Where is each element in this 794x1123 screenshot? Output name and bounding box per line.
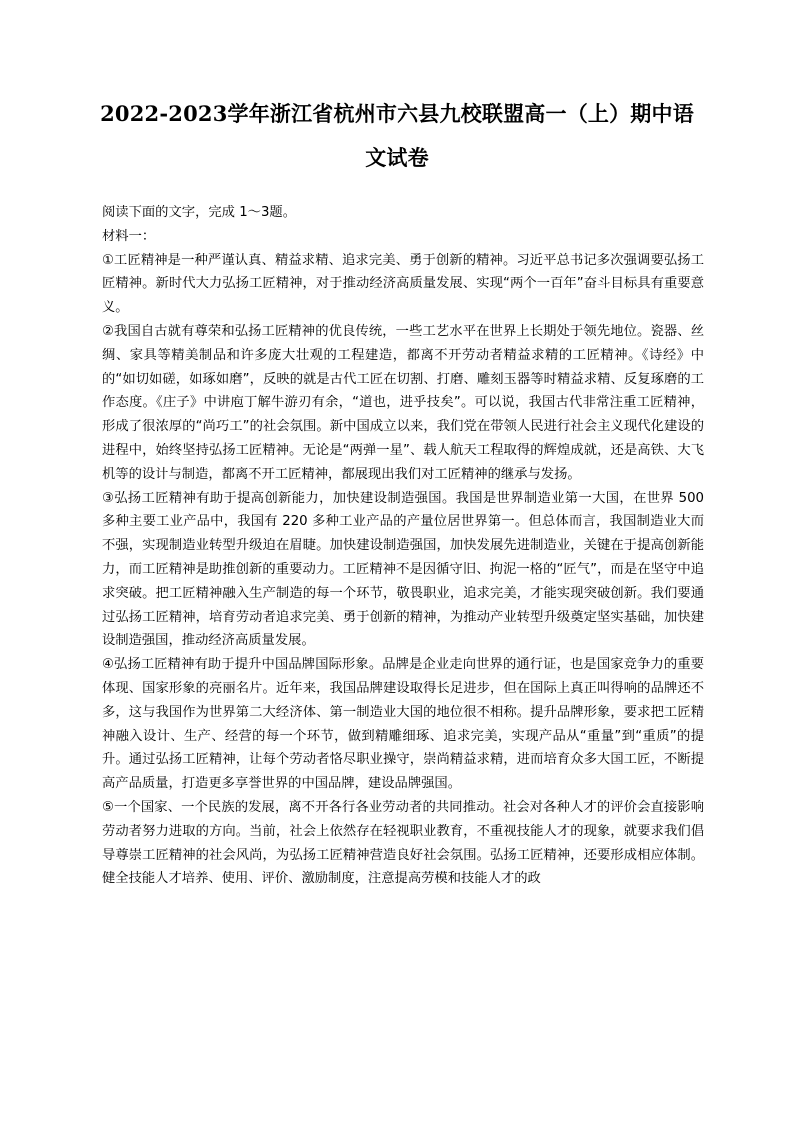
instruction-text: 阅读下面的文字，完成 1～3题。 xyxy=(102,205,297,220)
material-label: 材料一： xyxy=(102,228,156,244)
page-title: 2022-2023学年浙江省杭州市六县九校联盟高一（上）期中语文试卷 xyxy=(100,101,694,170)
paragraph-4: ④弘扬工匠精神有助于提升中国品牌国际形象。品牌是企业走向世界的通行证，也是国家竞争力的重要体现、国家形象的亮丽名片。近年来，我国品牌建设取得长足进步，但在国际上真正叫得响的品牌还不多，这与我国作为世界第二大经济体、第一制造业大国的地位很不相称。提升品牌形象，要求把工匠精神融入设计、生产、经营的每一个环节，做到精雕细琢、追求完美，实现产品从“重量”到“重质”的提升。通过弘扬工匠精神，让每个劳动者恪尽职业操守，崇尚精益求精，进而培育众多大国工匠，不断提高产品质量，打造更多享誉世界的中国品牌，建设品牌强国。 xyxy=(102,657,704,792)
document-body xyxy=(102,201,704,891)
paragraph-1: ①工匠精神是一种严谨认真、精益求精、追求完美、勇于创新的精神。习近平总书记多次强调要弘扬工匠精神。新时代大力弘扬工匠精神，对于推动经济高质量发展、实现“两个一百年”奋斗目标具有重要意义。 xyxy=(102,252,704,316)
paragraph-5: ⑤一个国家、一个民族的发展，离不开各行各业劳动者的共同推动。社会对各种人才的评价会直接影响劳动者努力进取的方向。当前，社会上依然存在轻视职业教育，不重视技能人才的现象，就要求我们倡导尊崇工匠精神的社会风尚，为弘扬工匠精神营造良好社会氛围。弘扬工匠精神，还要形成相应体制。健全技能人才培养、使用、评价、激励制度，注意提高劳模和技能人才的政 xyxy=(102,799,704,887)
paragraph-3: ③弘扬工匠精神有助于提高创新能力，加快建设制造强国。我国是世界制造业第一大国，在世界 500 多种主要工业产品中，我国有 220 多种工业产品的产量位居世界第一。但总体而言，我国制造业大而不强，实现制造业转型升级迫在眉睫。加快建设制造强国，加快发展先进制造业，关键在于提高创新能力，而工匠精神是助推创新的重要动力。工匠精神不是因循守旧、拘泥一格的“匠气”，而是在坚守中追求突破。把工匠精神融入生产制造的每一个环节，敬畏职业，追求完美，才能实现突破创新。我们要通过弘扬工匠精神，培育劳动者追求完美、勇于创新的精神，为推动产业转型升级奠定坚实基础，加快建设制造强国，推动经济高质量发展。 xyxy=(102,490,704,649)
paragraph-2: ②我国自古就有尊荣和弘扬工匠精神的优良传统，一些工艺水平在世界上长期处于领先地位。瓷器、丝绸、家具等精美制品和许多庞大壮观的工程建造，都离不开劳动者精益求精的工匠精神。《诗经》中的“如切如磋，如琢如磨”，反映的就是古代工匠在切割、打磨、雕刻玉器等时精益求精、反复琢磨的工作态度。《庄子》中讲庖丁解牛游刃有余，“道也，进乎技矣”。可以说，我国古代非常注重工匠精神，形成了很浓厚的“尚巧工”的社会氛围。新中国成立以来，我们党在带领人民进行社会主义现代化建设的进程中，始终坚持弘扬工匠精神。无论是“两弹一星”、载人航天工程取得的辉煌成就，还是高铁、大飞机等的设计与制造，都离不开工匠精神，都展现出我们对工匠精神的继承与发扬。 xyxy=(102,323,704,482)
